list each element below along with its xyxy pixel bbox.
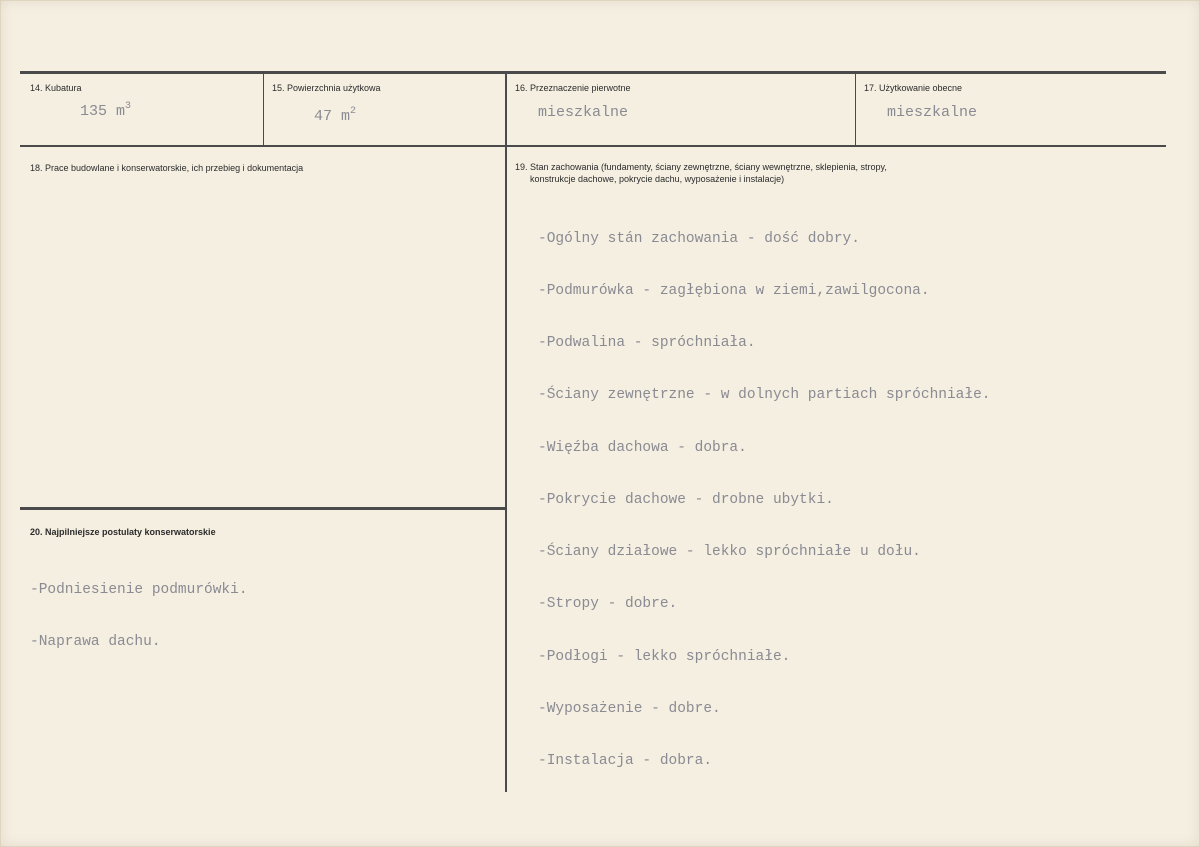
condition-line: -Instalacja - dobra.	[538, 753, 713, 769]
field-17-value: mieszkalne	[887, 104, 978, 121]
field-16-value: mieszkalne	[538, 104, 629, 121]
field-15-unit-exponent: 2	[350, 106, 357, 117]
condition-line: -Ściany działowe - lekko spróchniałe u dołu.	[538, 544, 921, 561]
condition-line: -Ogólny stán zachowania - dość dobry.	[538, 230, 860, 247]
field-19-label-line-2: konstrukcje dachowe, pokrycie dachu, wyposażenie i instalacje)	[530, 174, 785, 184]
field-15-label: 15. Powierzchnia użytkowa	[272, 83, 381, 93]
condition-line: -Pokrycie dachowe - drobne ubytki.	[538, 491, 834, 508]
field-20-postulates-list	[30, 547, 248, 686]
condition-line: -Więźba dachowa - dobra.	[538, 439, 747, 456]
field-14-value	[80, 101, 131, 120]
top-rule	[20, 71, 1166, 74]
field-14-unit-exponent: 3	[125, 101, 132, 112]
condition-line: -Podwalina - spróchniała.	[538, 335, 756, 352]
condition-line: -Podmurówka - zagłębiona w ziemi,zawilgocona.	[538, 283, 930, 300]
field-20-label: 20. Najpilniejsze postulaty konserwatorskie	[30, 527, 216, 537]
divider-14-15	[263, 74, 264, 145]
field-16-label: 16. Przeznaczenie pierwotne	[515, 83, 631, 93]
postulate-line: -Podniesienie podmurówki.	[30, 581, 248, 598]
condition-line: -Podłogi - lekko spróchniałe.	[538, 648, 791, 665]
header-bottom-rule	[20, 145, 1166, 147]
field-18-label: 18. Prace budowlane i konserwatorskie, ich przebieg i dokumentacja	[30, 163, 304, 173]
condition-line: -Wyposażenie - dobre.	[538, 700, 721, 717]
field-17-label: 17. Użytkowanie obecne	[864, 83, 963, 93]
field-19-label-line-1: 19. Stan zachowania (fundamenty, ściany zewnętrzne, ściany wewnętrzne, sklepienia, stropy,	[515, 162, 887, 172]
postulate-line: -Naprawa dachu.	[30, 634, 161, 651]
field-15-value	[314, 106, 356, 125]
divider-16-17	[855, 74, 856, 145]
field-14-number: 135 m	[80, 103, 126, 120]
condition-line: -Ściany zewnętrzne - w dolnych partiach spróchniałe.	[538, 387, 991, 404]
field-14-label: 14. Kubatura	[30, 83, 82, 93]
condition-line: -Stropy - dobre.	[538, 596, 678, 613]
section-18-bottom-rule	[20, 507, 505, 510]
divider-main	[505, 74, 507, 792]
field-15-number: 47 m	[314, 108, 351, 125]
field-19-condition-list	[538, 196, 990, 805]
